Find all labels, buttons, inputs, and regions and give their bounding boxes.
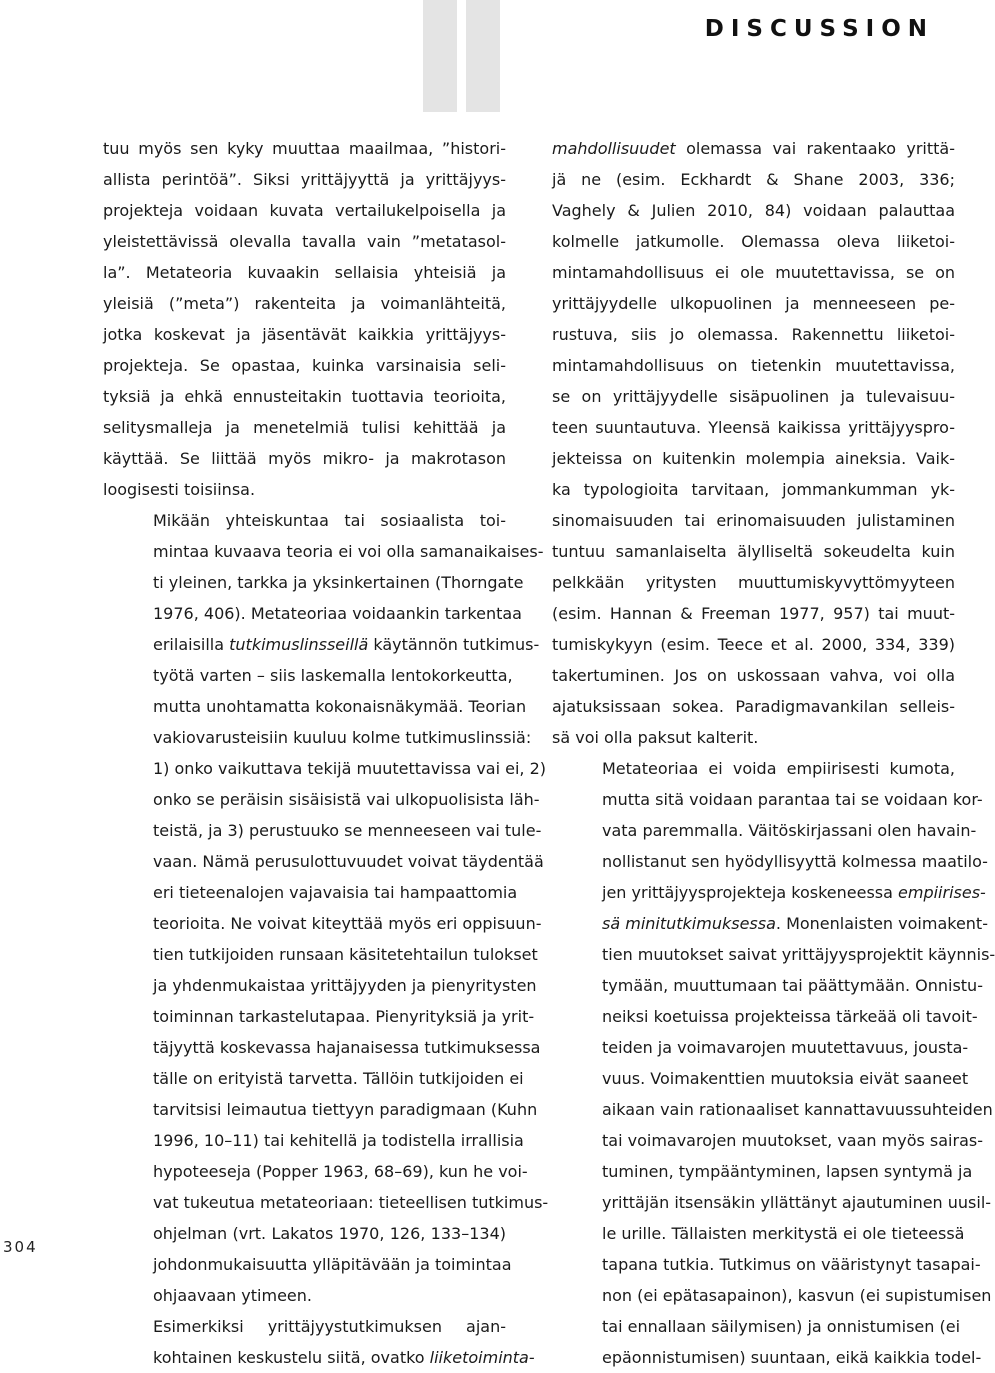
text-line: tai voimavarojen muutokset, vaan myös sairas- <box>602 1131 983 1150</box>
text-line: loogisesti toisiinsa. <box>103 480 256 499</box>
text-line: mintamahdollisuus on tietenkin muutettavissa, <box>552 356 955 375</box>
text-line: 1976, 406). Metateoriaa voidaankin tarkentaa <box>153 604 522 623</box>
text-line: aikaan vain rationaaliset kannattavuussuhteiden <box>602 1100 993 1119</box>
text-line: jä ne (esim. Eckhardt & Shane 2003, 336; <box>552 170 955 189</box>
text-line <box>103 629 540 660</box>
text-line: yleisiä (”meta”) rakenteita ja voimanlähteitä, <box>103 294 506 313</box>
text-line: yrittäjyydelle ulkopuolinen ja menneeseen pe- <box>552 294 955 313</box>
text-line <box>103 1342 535 1373</box>
text-line: eri tieteenalojen vajavaisia tai hampaattomia <box>153 883 518 902</box>
text-line: 1) onko vaikuttava tekijä muutettavissa vai ei, 2) <box>153 759 547 778</box>
text-line: kolmelle jatkumolle. Olemassa oleva liiketoi- <box>552 232 955 251</box>
text-line: projekteja voidaan kuvata vertailukelpoisella ja <box>103 201 506 220</box>
text-line: 1996, 10–11) tai kehitellä ja todistella irrallisia <box>153 1131 524 1150</box>
text-line: työtä varten – siis laskemalla lentokorkeutta, <box>153 666 513 685</box>
text-line: la”. Metateoria kuvaakin sellaisia yhteisiä ja <box>103 263 506 282</box>
text-line: täjyyttä koskevassa hajanaisessa tutkimuksessa <box>153 1038 541 1057</box>
text-line: neiksi koetuissa projekteissa tärkeää oli tavoit- <box>602 1007 978 1026</box>
text-line: tapana tutkia. Tutkimus on vääristynyt tasapai- <box>602 1255 981 1274</box>
text-line: vakiovarusteisiin kuuluu kolme tutkimuslinssiä: <box>153 728 532 747</box>
text-line: tumiskykyyn (esim. Teece et al. 2000, 334, 339) <box>552 635 955 654</box>
text-line: tuu myös sen kyky muuttaa maailmaa, ”histori- <box>103 139 506 158</box>
section-title: DISCUSSION <box>704 16 934 42</box>
text-line: allista perintöä”. Siksi yrittäjyyttä ja yrittäjyys- <box>103 170 506 189</box>
text-line: le urille. Tällaisten merkitystä ei ole tieteessä <box>602 1224 965 1243</box>
text-line: selitysmalleja ja menetelmiä tulisi kehittää ja <box>103 418 506 437</box>
left-column <box>103 133 549 1373</box>
header-decor-bar <box>423 0 457 112</box>
text-line: mintamahdollisuus ei ole muutettavissa, se on <box>552 263 955 282</box>
text-line: vuus. Voimakenttien muutoksia eivät saaneet <box>602 1069 969 1088</box>
text-line: mutta sitä voidaan parantaa tai se voidaan kor- <box>602 790 983 809</box>
text-line: tien tutkijoiden runsaan käsitetehtailun tulokset <box>153 945 538 964</box>
text-line: sinomaisuuden tai erinomaisuuden julistaminen <box>552 511 955 530</box>
italic-term: empiirises- <box>898 883 986 902</box>
text-line: teiden ja voimavarojen muutettavuus, joustа- <box>602 1038 969 1057</box>
text-line: vat tukeutua metateoriaan: tieteellisen tutkimus- <box>153 1193 549 1212</box>
text-line: vata paremmalla. Väitöskirjassani olen havain- <box>602 821 977 840</box>
text-line: toiminnan tarkastelutapaa. Pienyrityksiä ja yrit- <box>153 1007 535 1026</box>
text-line: mintaa kuvaava teoria ei voi olla samanaikaises- <box>153 542 544 561</box>
text-line: teen suuntautuva. Yleensä kaikissa yrittäjyyspro- <box>552 418 955 437</box>
italic-term: sä minitutkimuksessa <box>602 914 776 933</box>
text-line <box>552 877 986 908</box>
text-line: ajatuksissaan sokea. Paradigmavankilan selleis- <box>552 697 955 716</box>
text-segment: olemassa vai rakentaako yrittä- <box>675 139 955 158</box>
text-line: epäonnistumisen) suuntaan, eikä kaikkia todel- <box>602 1348 982 1367</box>
text-segment: käytännön tutkimus- <box>368 635 540 654</box>
text-line: tuntuu samanlaiselta älylliseltä sokeudelta kuin <box>552 542 955 561</box>
text-line: tai ennallaan säilymisen) ja onnistumisen (ei <box>602 1317 961 1336</box>
text-line: takertuminen. Jos on uskossaan vahva, voi olla <box>552 666 955 685</box>
text-line: Esimerkiksi yrittäjyystutkimuksen ajan- <box>153 1317 506 1336</box>
text-segment: erilaisilla <box>153 635 230 654</box>
text-line: ohjelman (vrt. Lakatos 1970, 126, 133–134) <box>153 1224 506 1243</box>
text-line: teorioita. Ne voivat kiteyttää myös eri oppisuun- <box>153 914 542 933</box>
text-line: mutta unohtamatta kokonaisnäkymää. Teorian <box>153 697 527 716</box>
text-line: sä voi olla paksut kalterit. <box>552 728 759 747</box>
italic-term: liiketoiminta- <box>429 1348 535 1367</box>
text-line <box>552 133 955 164</box>
text-segment: . Monenlaisten voimakent- <box>775 914 988 933</box>
text-line: tyksiä ja ehkä ennusteitakin tuottavia teorioita, <box>103 387 506 406</box>
paragraph <box>103 133 506 505</box>
text-line: jekteissa on kuitenkin molempia aineksia. Vaik- <box>552 449 955 468</box>
right-column <box>552 133 995 1373</box>
text-line: tälle on erityistä tarvetta. Tällöin tutkijoiden ei <box>153 1069 524 1088</box>
text-line: teistä, ja 3) perustuuko se menneeseen vai tule- <box>153 821 542 840</box>
header-decor-bar <box>466 0 500 112</box>
text-line: nollistanut sen hyödyllisyyttä kolmessa maatilo- <box>602 852 988 871</box>
text-line: non (ei epätasapainon), kasvun (ei supistumisen <box>602 1286 992 1305</box>
text-line: johdonmukaisuutta ylläpitävään ja toimintaa <box>153 1255 512 1274</box>
paragraph <box>552 753 995 1373</box>
italic-term: tutkimuslinsseillä <box>229 635 369 654</box>
page-number: 304 <box>3 1238 38 1256</box>
text-line: ohjaavaan ytimeen. <box>153 1286 312 1305</box>
text-line: se on yrittäjyydelle sisäpuolinen ja tulevaisuu- <box>552 387 955 406</box>
paragraph <box>103 505 549 1311</box>
text-line: onko se peräisin sisäisistä vai ulkopuolisista läh- <box>153 790 540 809</box>
text-line: rustuva, siis jo olemassa. Rakennettu liiketoi- <box>552 325 955 344</box>
text-line: ja yhdenmukaistaa yrittäjyyden ja pienyritysten <box>153 976 537 995</box>
text-line: Mikään yhteiskuntaa tai sosiaalista toi- <box>153 511 506 530</box>
text-line: tuminen, tympääntyminen, lapsen syntymä ja <box>602 1162 973 1181</box>
text-line: Vaghely & Julien 2010, 84) voidaan palauttaa <box>552 201 955 220</box>
text-line: (esim. Hannan & Freeman 1977, 957) tai muut- <box>552 604 955 623</box>
text-line: yleistettävissä olevalla tavalla vain ”metatasol- <box>103 232 506 251</box>
text-line: jotka koskevat ja jäsentävät kaikkia yrittäjyys- <box>103 325 506 344</box>
paragraph <box>103 1311 535 1373</box>
text-line: ti yleinen, tarkka ja yksinkertainen (Thorngate <box>153 573 524 592</box>
text-line: tymään, muuttumaan tai päättymään. Onnistu- <box>602 976 983 995</box>
text-line: pelkkään yritysten muuttumiskyvyttömyyteen <box>552 573 955 592</box>
text-line: projekteja. Se opastaa, kuinka varsinaisia seli- <box>103 356 506 375</box>
text-line: ka typologioita tarvitaan, jommankumman yk- <box>552 480 955 499</box>
text-line: käyttää. Se liittää myös mikro- ja makrotason <box>103 449 506 468</box>
text-segment: jen yrittäjyysprojekteja koskeneessa <box>602 883 899 902</box>
text-line: Metateoriaa ei voida empiirisesti kumota, <box>602 759 955 778</box>
text-line: hypoteeseja (Popper 1963, 68–69), kun he voi- <box>153 1162 528 1181</box>
text-line: tarvitsisi leimautua tiettyyn paradigmaan (Kuhn <box>153 1100 538 1119</box>
text-line: tien muutokset saivat yrittäjyysprojektit käynnis- <box>602 945 995 964</box>
italic-term: mahdollisuudet <box>552 139 676 158</box>
text-segment: kohtainen keskustelu siitä, ovatko <box>153 1348 430 1367</box>
text-line: vaan. Nämä perusulottuvuudet voivat täydentää <box>153 852 544 871</box>
paragraph <box>552 133 955 753</box>
text-line: yrittäjän itsensäkin yllättänyt ajautuminen uusil- <box>602 1193 992 1212</box>
text-line <box>552 908 988 939</box>
